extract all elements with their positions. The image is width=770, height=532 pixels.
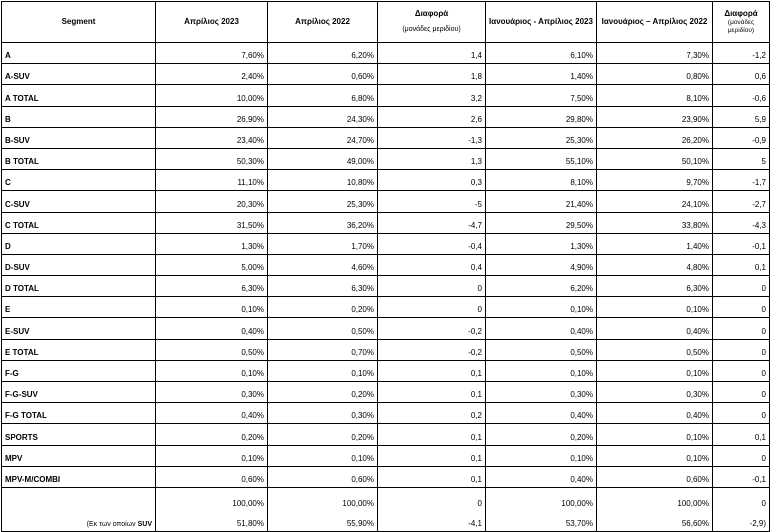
cell-april-2022: 0,70% xyxy=(268,339,378,360)
cell-april-2023: 0,20% xyxy=(156,424,268,445)
cell-difference: 0,1 xyxy=(378,466,486,487)
cell-ytd-2022: 8,10% xyxy=(597,85,713,106)
cell-ytd-2022: 7,30% xyxy=(597,43,713,64)
cell-april-2023: 6,30% xyxy=(156,276,268,297)
table-row xyxy=(2,424,770,445)
cell-ytd-2022: 24,10% xyxy=(597,191,713,212)
suv-row xyxy=(2,511,770,531)
cell-april-2022: 6,20% xyxy=(268,43,378,64)
cell-ytd-2023: 1,30% xyxy=(486,233,597,254)
suv-label-prefix: (Εκ των οποίων xyxy=(86,520,136,528)
cell-ytd-2023: 6,10% xyxy=(486,43,597,64)
header-ytd-2022: Ιανουάριος – Απρίλιος 2022 xyxy=(597,2,713,43)
cell-segment: D xyxy=(2,233,156,254)
cell-april-2022: 0,60% xyxy=(268,466,378,487)
suv-ytd-2023: 53,70% xyxy=(486,511,597,531)
cell-difference: 1,4 xyxy=(378,43,486,64)
table-row xyxy=(2,297,770,318)
cell-difference-ytd: 0 xyxy=(713,403,770,424)
cell-difference-ytd: -4,3 xyxy=(713,212,770,233)
cell-difference-ytd: -0,1 xyxy=(713,233,770,254)
cell-segment: F-G-SUV xyxy=(2,382,156,403)
cell-difference: 1,3 xyxy=(378,148,486,169)
table-row xyxy=(2,85,770,106)
table-row xyxy=(2,127,770,148)
cell-difference-ytd: 0,1 xyxy=(713,424,770,445)
header-segment: Segment xyxy=(2,2,156,43)
cell-difference-ytd: 0 xyxy=(713,297,770,318)
cell-april-2023: 7,60% xyxy=(156,43,268,64)
cell-difference-ytd: -2,7 xyxy=(713,191,770,212)
cell-ytd-2022: 0,60% xyxy=(597,466,713,487)
cell-segment: D-SUV xyxy=(2,254,156,275)
cell-ytd-2023: 7,50% xyxy=(486,85,597,106)
cell-difference-ytd: -0,6 xyxy=(713,85,770,106)
cell-difference-ytd: 0,6 xyxy=(713,64,770,85)
cell-april-2022: 0,60% xyxy=(268,64,378,85)
cell-segment: C-SUV xyxy=(2,191,156,212)
cell-ytd-2022: 0,40% xyxy=(597,403,713,424)
cell-april-2022: 6,80% xyxy=(268,85,378,106)
cell-difference: 0,1 xyxy=(378,360,486,381)
cell-april-2023: 0,30% xyxy=(156,382,268,403)
cell-ytd-2023: 29,80% xyxy=(486,106,597,127)
cell-ytd-2023: 0,30% xyxy=(486,382,597,403)
cell-april-2023: 0,50% xyxy=(156,339,268,360)
table-row xyxy=(2,254,770,275)
cell-difference-ytd: -1,2 xyxy=(713,43,770,64)
table-row xyxy=(2,318,770,339)
cell-april-2022: 0,10% xyxy=(268,445,378,466)
cell-ytd-2022: 50,10% xyxy=(597,148,713,169)
cell-segment: MPV xyxy=(2,445,156,466)
cell-ytd-2023: 4,90% xyxy=(486,254,597,275)
header-april-2023: Απρίλιος 2023 xyxy=(156,2,268,43)
cell-segment: SPORTS xyxy=(2,424,156,445)
cell-ytd-2023: 0,40% xyxy=(486,403,597,424)
cell-april-2022: 36,20% xyxy=(268,212,378,233)
cell-april-2022: 0,20% xyxy=(268,424,378,445)
cell-difference-ytd: 5 xyxy=(713,148,770,169)
cell-ytd-2022: 0,50% xyxy=(597,339,713,360)
cell-ytd-2023: 25,30% xyxy=(486,127,597,148)
header-difference xyxy=(378,2,486,43)
cell-difference-ytd: 0,1 xyxy=(713,254,770,275)
cell-april-2022: 24,30% xyxy=(268,106,378,127)
total-label xyxy=(2,487,156,511)
cell-ytd-2023: 8,10% xyxy=(486,170,597,191)
cell-difference-ytd: -0,9 xyxy=(713,127,770,148)
cell-april-2022: 25,30% xyxy=(268,191,378,212)
cell-difference: 0 xyxy=(378,276,486,297)
header-difference-ytd xyxy=(713,2,770,43)
cell-segment: A TOTAL xyxy=(2,85,156,106)
cell-april-2022: 4,60% xyxy=(268,254,378,275)
suv-label-bold: SUV xyxy=(137,520,152,528)
cell-april-2022: 1,70% xyxy=(268,233,378,254)
cell-segment: E TOTAL xyxy=(2,339,156,360)
cell-april-2022: 24,70% xyxy=(268,127,378,148)
cell-april-2023: 0,10% xyxy=(156,445,268,466)
cell-ytd-2023: 0,20% xyxy=(486,424,597,445)
cell-difference-ytd: -1,7 xyxy=(713,170,770,191)
table-row xyxy=(2,191,770,212)
cell-segment: F-G xyxy=(2,360,156,381)
cell-ytd-2022: 26,20% xyxy=(597,127,713,148)
cell-difference-ytd: 0 xyxy=(713,445,770,466)
cell-segment: B-SUV xyxy=(2,127,156,148)
table-row xyxy=(2,339,770,360)
cell-difference: -4,7 xyxy=(378,212,486,233)
header-difference-label: Διαφορά xyxy=(414,9,449,18)
cell-segment: E xyxy=(2,297,156,318)
cell-difference-ytd: 0 xyxy=(713,382,770,403)
table-row xyxy=(2,445,770,466)
cell-april-2022: 0,20% xyxy=(268,382,378,403)
header-difference-unit: (μονάδες μεριδίου) xyxy=(402,26,461,33)
cell-difference-ytd: 5,9 xyxy=(713,106,770,127)
cell-ytd-2022: 1,40% xyxy=(597,233,713,254)
header-difference-ytd-label: Διαφορά xyxy=(724,9,758,18)
cell-segment: D TOTAL xyxy=(2,276,156,297)
cell-difference-ytd: -0,1 xyxy=(713,466,770,487)
cell-ytd-2023: 0,10% xyxy=(486,445,597,466)
header-difference-ytd-unit: (μονάδες μεριδίου) xyxy=(727,19,755,34)
table-row xyxy=(2,148,770,169)
cell-april-2022: 49,00% xyxy=(268,148,378,169)
cell-ytd-2023: 0,40% xyxy=(486,318,597,339)
total-ytd-2023: 100,00% xyxy=(486,487,597,511)
cell-difference: 0,1 xyxy=(378,382,486,403)
cell-april-2023: 31,50% xyxy=(156,212,268,233)
header-april-2022: Απρίλιος 2022 xyxy=(268,2,378,43)
cell-ytd-2022: 4,80% xyxy=(597,254,713,275)
cell-april-2023: 0,60% xyxy=(156,466,268,487)
table-row xyxy=(2,212,770,233)
cell-april-2023: 10,00% xyxy=(156,85,268,106)
cell-ytd-2023: 29,50% xyxy=(486,212,597,233)
table-header-row xyxy=(2,2,770,43)
cell-april-2023: 0,10% xyxy=(156,297,268,318)
cell-difference: 0 xyxy=(378,297,486,318)
cell-ytd-2023: 1,40% xyxy=(486,64,597,85)
cell-difference: -5 xyxy=(378,191,486,212)
cell-ytd-2023: 0,10% xyxy=(486,297,597,318)
cell-segment: A-SUV xyxy=(2,64,156,85)
cell-difference: -0,4 xyxy=(378,233,486,254)
cell-april-2023: 1,30% xyxy=(156,233,268,254)
cell-ytd-2022: 9,70% xyxy=(597,170,713,191)
table-row xyxy=(2,106,770,127)
suv-april-2023: 51,80% xyxy=(156,511,268,531)
cell-ytd-2022: 23,90% xyxy=(597,106,713,127)
suv-difference: -4,1 xyxy=(378,511,486,531)
cell-ytd-2022: 0,40% xyxy=(597,318,713,339)
cell-segment: C xyxy=(2,170,156,191)
table-body xyxy=(2,43,770,488)
cell-ytd-2022: 33,80% xyxy=(597,212,713,233)
cell-april-2022: 0,30% xyxy=(268,403,378,424)
table-row xyxy=(2,43,770,64)
suv-label xyxy=(2,511,156,531)
cell-segment: E-SUV xyxy=(2,318,156,339)
cell-april-2022: 6,30% xyxy=(268,276,378,297)
cell-ytd-2022: 0,30% xyxy=(597,382,713,403)
cell-ytd-2022: 0,10% xyxy=(597,445,713,466)
cell-difference: -0,2 xyxy=(378,318,486,339)
suv-difference-ytd: -2,9) xyxy=(713,511,770,531)
cell-segment: B xyxy=(2,106,156,127)
total-april-2022: 100,00% xyxy=(268,487,378,511)
cell-ytd-2022: 0,10% xyxy=(597,424,713,445)
cell-ytd-2022: 0,10% xyxy=(597,360,713,381)
cell-difference: 3,2 xyxy=(378,85,486,106)
cell-april-2023: 0,40% xyxy=(156,403,268,424)
cell-april-2023: 23,40% xyxy=(156,127,268,148)
cell-difference: -1,3 xyxy=(378,127,486,148)
cell-segment: F-G TOTAL xyxy=(2,403,156,424)
cell-ytd-2023: 6,20% xyxy=(486,276,597,297)
cell-april-2022: 0,10% xyxy=(268,360,378,381)
table-row xyxy=(2,276,770,297)
cell-april-2023: 26,90% xyxy=(156,106,268,127)
cell-ytd-2022: 0,10% xyxy=(597,297,713,318)
table-row xyxy=(2,64,770,85)
table-row xyxy=(2,233,770,254)
cell-difference: 0,3 xyxy=(378,170,486,191)
cell-april-2023: 0,10% xyxy=(156,360,268,381)
segment-share-table xyxy=(1,1,770,532)
cell-april-2023: 20,30% xyxy=(156,191,268,212)
total-difference-ytd: 0 xyxy=(713,487,770,511)
total-april-2023: 100,00% xyxy=(156,487,268,511)
table-row xyxy=(2,466,770,487)
cell-difference: 0,2 xyxy=(378,403,486,424)
table-row xyxy=(2,403,770,424)
cell-april-2022: 10,80% xyxy=(268,170,378,191)
total-ytd-2022: 100,00% xyxy=(597,487,713,511)
cell-april-2023: 5,00% xyxy=(156,254,268,275)
cell-ytd-2023: 0,40% xyxy=(486,466,597,487)
cell-difference-ytd: 0 xyxy=(713,339,770,360)
suv-april-2022: 55,90% xyxy=(268,511,378,531)
table-row xyxy=(2,170,770,191)
cell-ytd-2023: 0,10% xyxy=(486,360,597,381)
cell-difference-ytd: 0 xyxy=(713,360,770,381)
total-difference: 0 xyxy=(378,487,486,511)
cell-difference: 2,6 xyxy=(378,106,486,127)
cell-difference: 0,1 xyxy=(378,445,486,466)
cell-april-2023: 2,40% xyxy=(156,64,268,85)
suv-ytd-2022: 56,60% xyxy=(597,511,713,531)
cell-difference: 1,8 xyxy=(378,64,486,85)
cell-segment: MPV-M/COMBI xyxy=(2,466,156,487)
table-row xyxy=(2,382,770,403)
cell-april-2023: 50,30% xyxy=(156,148,268,169)
cell-april-2023: 0,40% xyxy=(156,318,268,339)
cell-segment: A xyxy=(2,43,156,64)
cell-difference: 0,4 xyxy=(378,254,486,275)
cell-difference: -0,2 xyxy=(378,339,486,360)
cell-difference-ytd: 0 xyxy=(713,318,770,339)
cell-ytd-2022: 6,30% xyxy=(597,276,713,297)
cell-ytd-2022: 0,80% xyxy=(597,64,713,85)
total-row xyxy=(2,487,770,511)
cell-ytd-2023: 0,50% xyxy=(486,339,597,360)
cell-segment: B TOTAL xyxy=(2,148,156,169)
cell-april-2022: 0,20% xyxy=(268,297,378,318)
cell-segment: C TOTAL xyxy=(2,212,156,233)
cell-ytd-2023: 21,40% xyxy=(486,191,597,212)
cell-ytd-2023: 55,10% xyxy=(486,148,597,169)
cell-difference: 0,1 xyxy=(378,424,486,445)
cell-april-2022: 0,50% xyxy=(268,318,378,339)
cell-april-2023: 11,10% xyxy=(156,170,268,191)
cell-difference-ytd: 0 xyxy=(713,276,770,297)
header-ytd-2023: Ιανουάριος - Απρίλιος 2023 xyxy=(486,2,597,43)
table-row xyxy=(2,360,770,381)
